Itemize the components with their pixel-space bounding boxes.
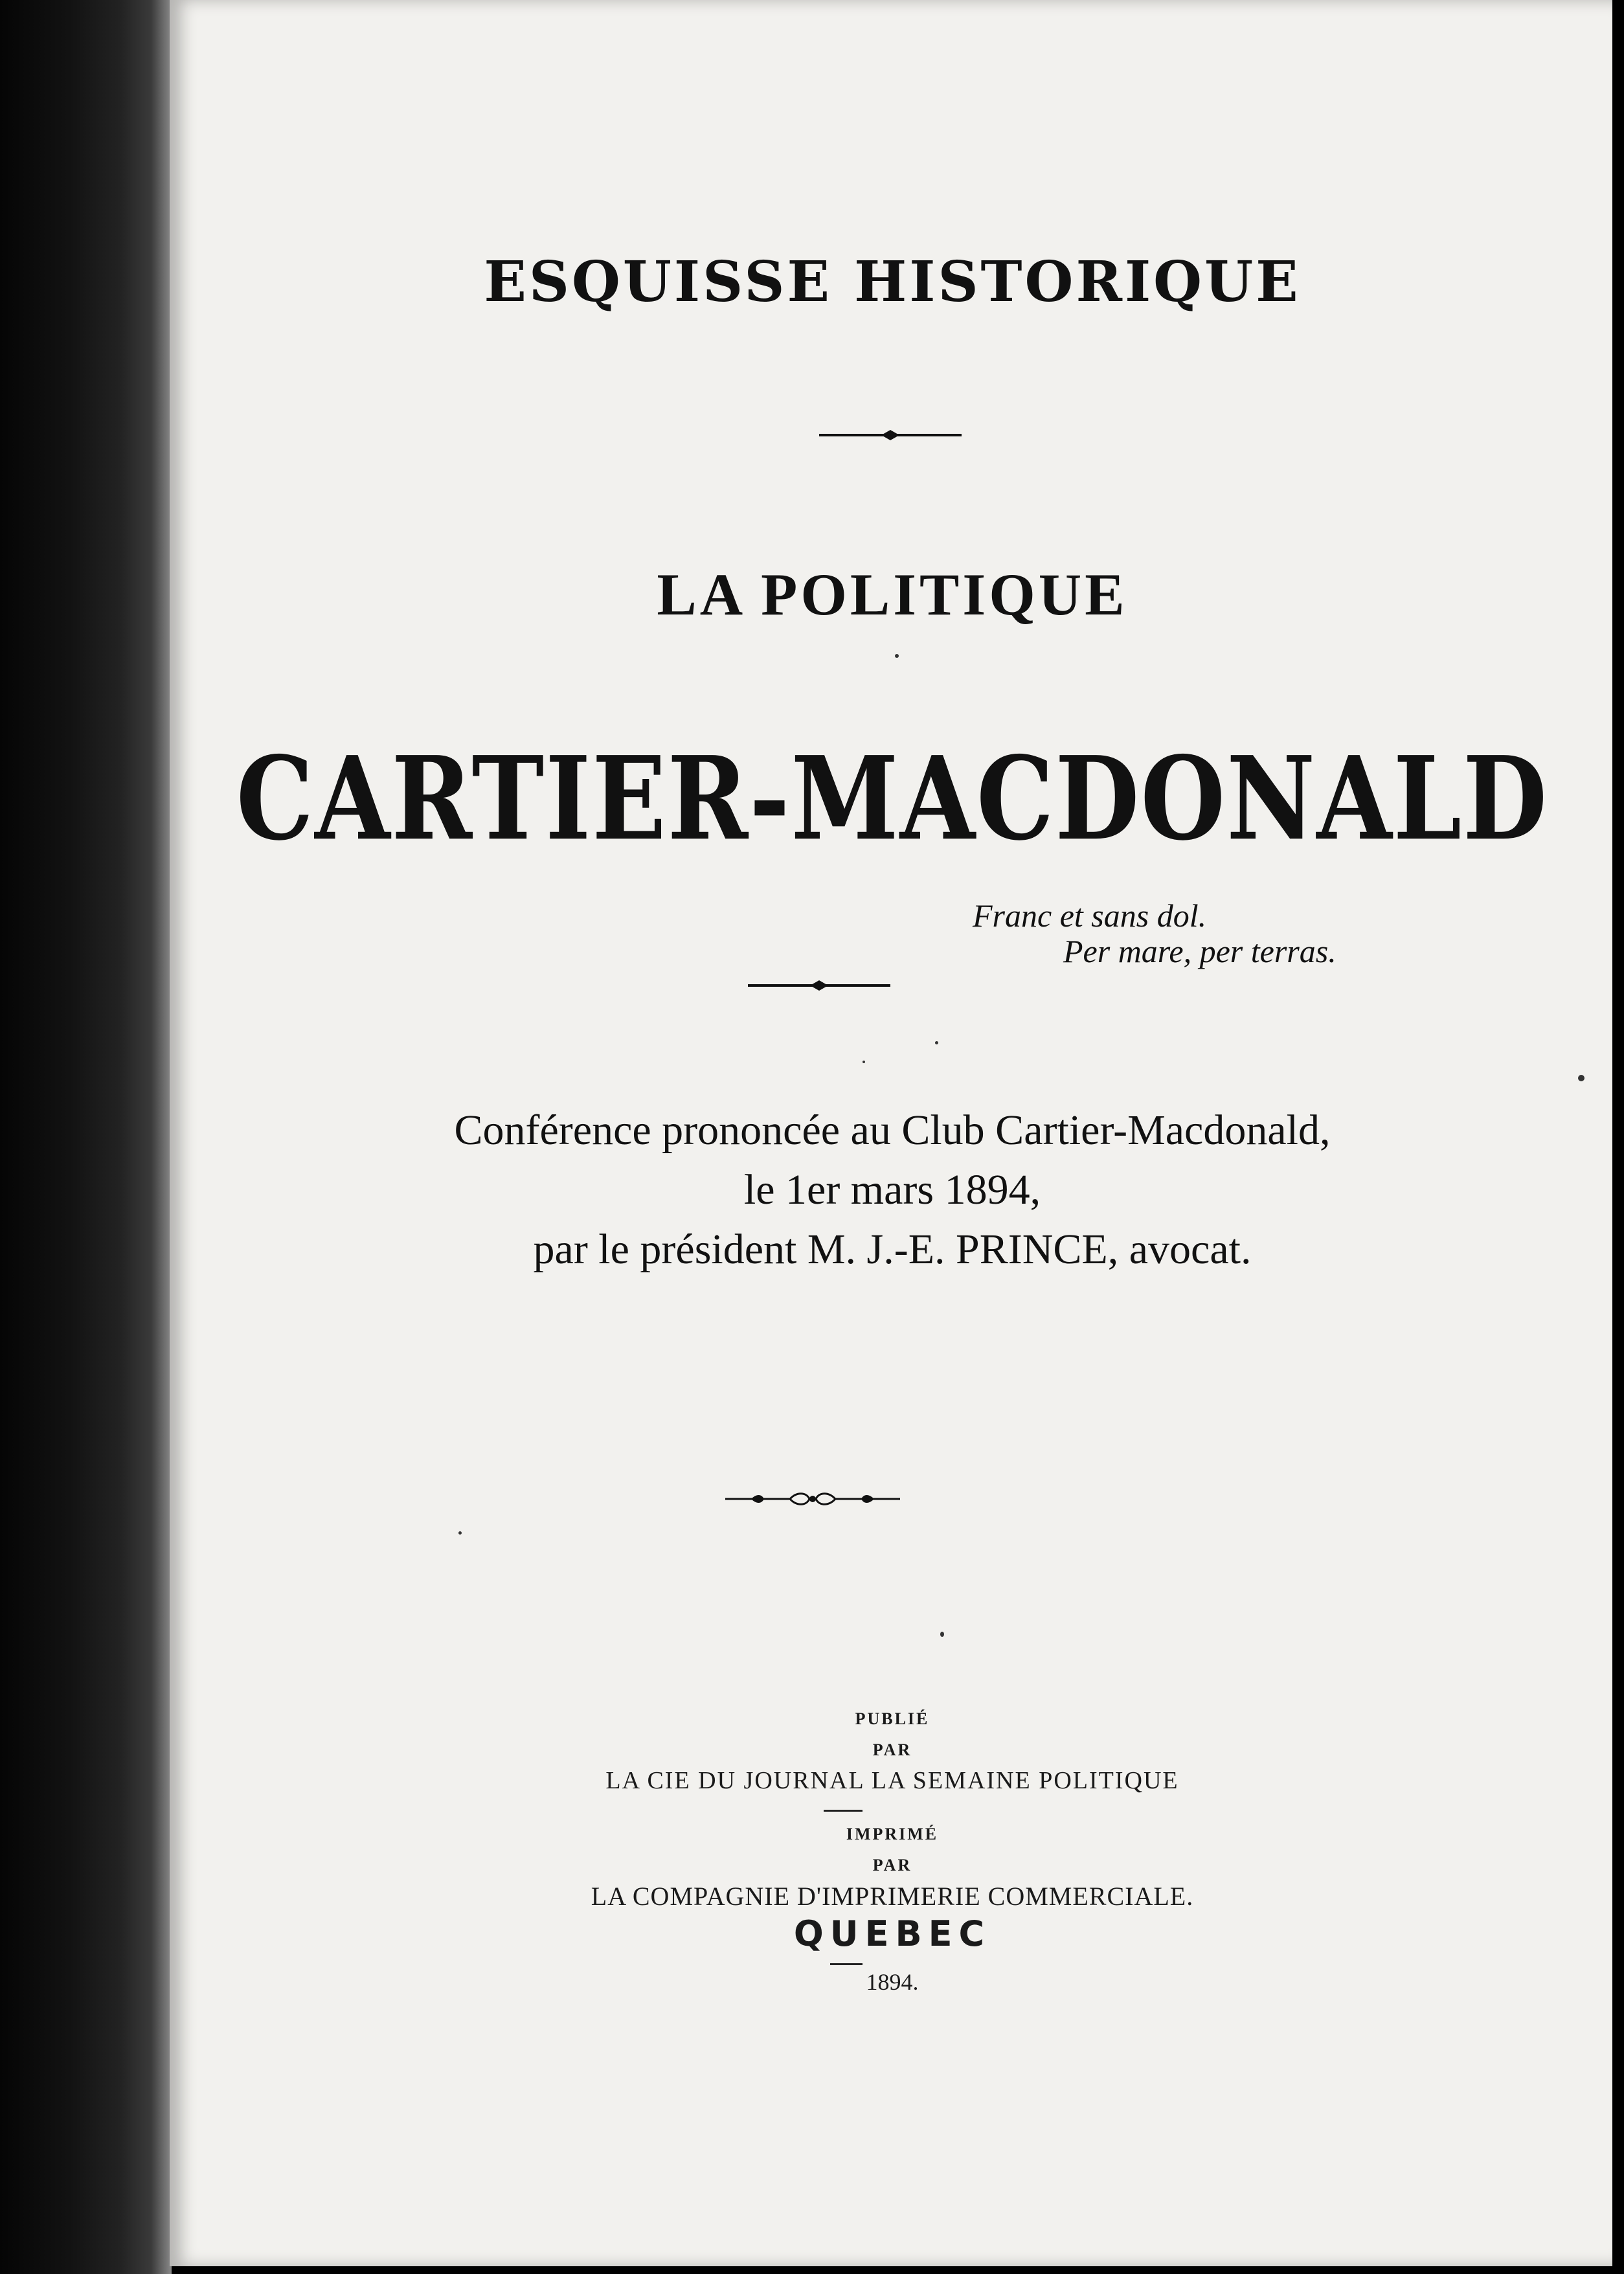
main-title: CARTIER-MACDONALD — [236, 732, 1549, 866]
paper-speck — [1578, 1075, 1585, 1081]
floral-ornament — [725, 1489, 900, 1509]
title-page — [170, 0, 1615, 2266]
printer-line: LA COMPAGNIE D'IMPRIMERIE COMMERCIALE. — [591, 1882, 1194, 1911]
paper-speck — [940, 1632, 944, 1637]
lecture-line-1: Conférence prononcée au Club Cartier-Macdonald, — [454, 1107, 1331, 1154]
imprint-divider-2 — [830, 1963, 863, 1965]
paper-speck — [935, 1041, 938, 1044]
publisher-line: LA CIE DU JOURNAL LA SEMAINE POLITIQUE — [605, 1767, 1179, 1794]
subtitle: LA POLITIQUE — [657, 561, 1128, 627]
series-title: ESQUISSE HISTORIQUE — [484, 249, 1301, 315]
lecture-line-2: le 1er mars 1894, — [743, 1166, 1041, 1213]
printed-label: IMPRIMÉ — [846, 1825, 939, 1843]
published-label: PUBLIÉ — [855, 1709, 930, 1728]
imprint-divider-1 — [824, 1810, 863, 1812]
motto-line-1: Franc et sans dol. — [973, 897, 1207, 934]
binding-edge — [0, 0, 172, 2274]
right-page-edge — [1612, 0, 1624, 2274]
diamond-rule-ornament-middle — [748, 978, 890, 993]
paper-speck — [895, 654, 899, 658]
city-line: QUEBEC — [793, 1913, 991, 1954]
by-label-2: PAR — [872, 1856, 912, 1874]
diamond-rule-ornament-top — [819, 427, 962, 443]
motto-line-2: Per mare, per terras. — [1063, 933, 1336, 969]
lecture-line-3: par le président M. J.-E. PRINCE, avocat. — [533, 1226, 1252, 1273]
by-label-1: PAR — [872, 1740, 912, 1759]
paper-speck — [863, 1061, 865, 1063]
year-line: 1894. — [866, 1969, 919, 1995]
paper-speck — [458, 1531, 462, 1535]
